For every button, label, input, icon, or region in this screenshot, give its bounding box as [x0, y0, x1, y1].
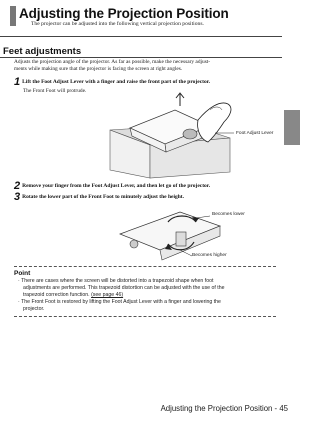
bullet-text: projector. — [23, 306, 45, 312]
step-1 — [14, 76, 210, 88]
page-title: Adjusting the Projection Position — [19, 6, 229, 21]
bullet-text: trapezoid correction function. — [23, 292, 92, 298]
step-text: Lift the Foot Adjust Lever with a finger and raise the front part of the projector. — [22, 79, 211, 85]
title-accent-bar — [10, 6, 16, 26]
callout-becomes-lower: Becomes lower — [212, 212, 245, 217]
section-title: Feet adjustments — [3, 46, 82, 57]
section-rule — [0, 57, 282, 58]
title-rule — [0, 36, 282, 37]
point-title: Point — [14, 270, 31, 277]
step-text: Remove your finger from the Foot Adjust Lever, and then let go of the projector. — [22, 183, 211, 189]
point-bullet-2: · The Front Foot is restored by lifting the Foot Adjust Lever with a finger and lowering the projector. — [18, 299, 276, 313]
step-1-note: The Front Foot will protrude. — [23, 88, 87, 94]
point-bullet-1: · There are cases where the screen will be distorted into a trapezoid shape when foot adjustments are performed. This trapezoid distortion can be adjusted with the use of the trapezoid correction function. (see page 46) — [18, 278, 276, 299]
callout-foot-adjust-lever: Foot Adjust Lever — [236, 131, 274, 136]
bullet-text: There are cases where the screen will be distorted into a trapezoid shape when foot — [21, 278, 214, 284]
page-subtitle: The projector can be adjusted into the following vertical projection positions. — [31, 21, 204, 27]
section-intro-1: Adjusts the projection angle of the projector. As far as possible, make the necessary adjust- — [14, 59, 211, 65]
point-bottom-divider — [14, 316, 276, 317]
see-page-link[interactable]: (see page 46) — [91, 292, 124, 298]
step-3 — [14, 191, 184, 203]
step-number: 3 — [14, 191, 21, 203]
bullet-text: adjustments are performed. This trapezoid distortion can be adjusted with the use of the — [23, 285, 225, 291]
step-number: 1 — [14, 76, 21, 88]
callout-becomes-higher: Becomes higher — [192, 253, 227, 258]
section-intro-2: ments while making sure that the projector is facing the screen at right angles. — [14, 66, 183, 72]
step-text: Rotate the lower part of the Front Foot to minutely adjust the height. — [22, 194, 184, 200]
point-top-divider — [14, 266, 276, 267]
step-number: 2 — [14, 180, 21, 192]
page-footer: Adjusting the Projection Position - 45 — [160, 404, 288, 413]
bullet-text: The Front Foot is restored by lifting the Foot Adjust Lever with a finger and lowering the — [21, 299, 221, 305]
